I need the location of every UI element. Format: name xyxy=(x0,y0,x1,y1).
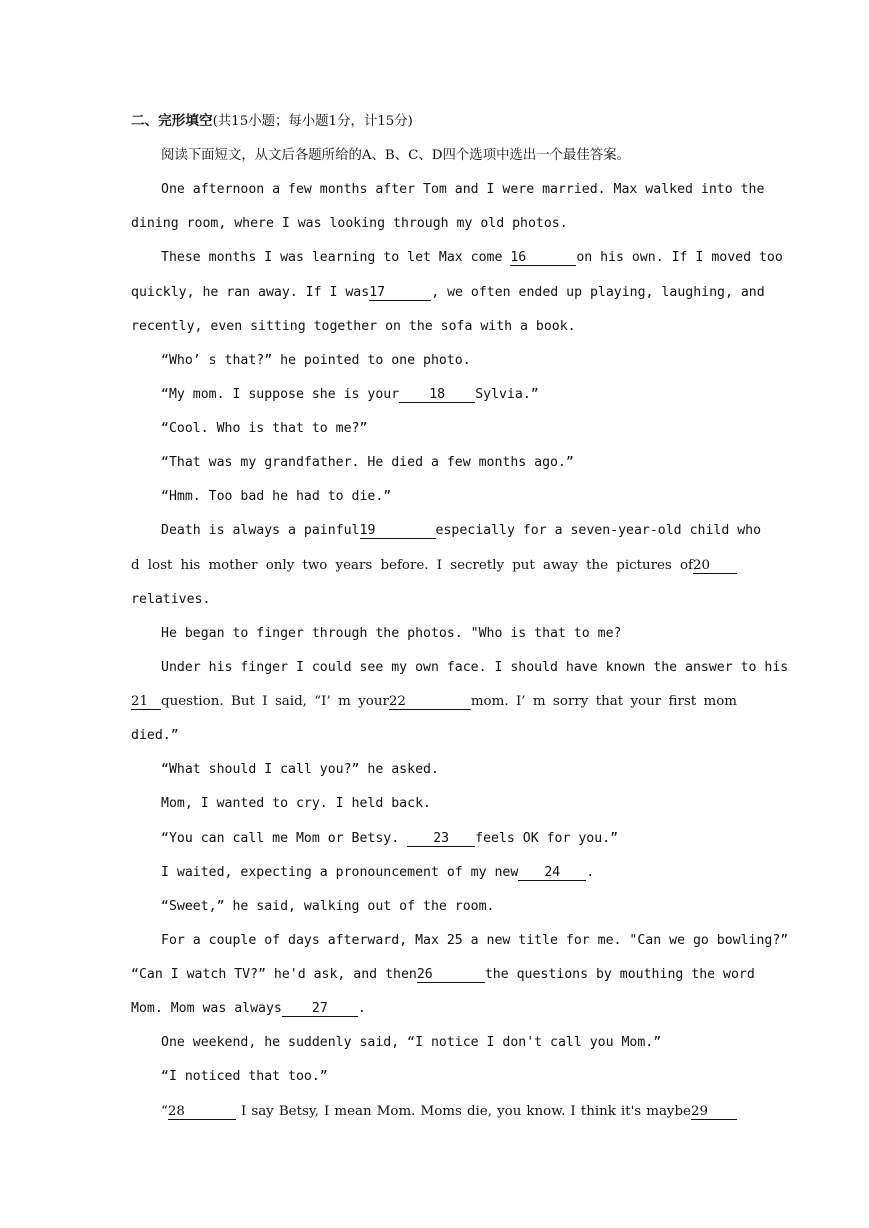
blank-26: 26 xyxy=(417,967,485,983)
blank-16: 16 xyxy=(510,250,576,266)
passage-line: “You can call me Mom or Betsy. 23 feels OK for you.” xyxy=(161,831,619,846)
passage-line: “I noticed that too.” xyxy=(161,1069,328,1084)
passage-line: He began to finger through the photos. "Who is that to me? xyxy=(161,626,622,641)
passage-line: “Who’ s that?” he pointed to one photo. xyxy=(161,353,471,368)
passage-line: “Cool. Who is that to me?” xyxy=(161,421,368,436)
blank-18: 18 xyxy=(399,387,475,403)
passage-line: I waited, expecting a pronouncement of my new 24 . xyxy=(161,865,595,880)
passage-line: 21 question. But I said, “I’ m your22 mom. I’ m sorry that your first mom xyxy=(131,694,737,709)
passage-line: “My mom. I suppose she is your 18 Sylvia.” xyxy=(161,387,539,402)
passage-line: Under his finger I could see my own face. I should have known the answer to his xyxy=(161,660,789,675)
passage-line: Mom. Mom was always 27 . xyxy=(131,1001,366,1016)
blank-23: 23 xyxy=(407,831,475,847)
passage-line: relatives. xyxy=(131,592,211,607)
passage-line: “What should I call you?” he asked. xyxy=(161,762,439,777)
passage-line: dining room, where I was looking through my old photos. xyxy=(131,216,568,231)
passage-line: recently, even sitting together on the sofa with a book. xyxy=(131,319,576,334)
blank-21: 21 xyxy=(131,694,161,710)
blank-28: 28 xyxy=(168,1104,236,1120)
section-note: (共15小题；每小题1分，计15分) xyxy=(212,114,413,129)
blank-27: 27 xyxy=(282,1001,358,1017)
passage-line: “Sweet,” he said, walking out of the room. xyxy=(161,899,495,914)
passage-line: Death is always a painful19 especially for a seven-year-old child who xyxy=(161,523,762,538)
blank-17: 17 xyxy=(369,285,431,301)
passage-line: died.” xyxy=(131,728,179,743)
section-header xyxy=(131,111,737,132)
passage-line: “28 I say Betsy, I mean Mom. Moms die, you know. I think it's maybe29 xyxy=(161,1102,737,1122)
instruction-line: 阅读下面短文，从文后各题所给的A、B、C、D四个选项中选出一个最佳答案。 xyxy=(161,148,630,163)
passage-line: d lost his mother only two years before. I secretly put away the pictures of20 xyxy=(131,556,737,576)
blank-20: 20 xyxy=(693,558,737,574)
passage-line: “Hmm. Too bad he had to die.” xyxy=(161,489,392,504)
passage-line: “Can I watch TV?” he'd ask, and then26 the questions by mouthing the word xyxy=(131,967,755,982)
passage-line: One weekend, he suddenly said, “I notice I don't call you Mom.” xyxy=(161,1035,662,1050)
blank-24: 24 xyxy=(518,865,586,881)
passage-line: quickly, he ran away. If I was17 , we often ended up playing, laughing, and xyxy=(131,285,765,300)
passage-line: One afternoon a few months after Tom and I were married. Max walked into the xyxy=(161,182,765,197)
blank-19: 19 xyxy=(360,523,436,539)
section-heading: 二、完形填空 xyxy=(131,113,213,129)
blank-22: 22 xyxy=(389,694,471,710)
blank-29: 29 xyxy=(691,1104,737,1120)
passage-line: For a couple of days afterward, Max 25 a new title for me. "Can we go bowling?” xyxy=(161,933,789,948)
passage-line: “That was my grandfather. He died a few months ago.” xyxy=(161,455,574,470)
passage-line: These months I was learning to let Max come 16 on his own. If I moved too xyxy=(161,250,783,265)
passage-line: Mom, I wanted to cry. I held back. xyxy=(161,796,431,811)
